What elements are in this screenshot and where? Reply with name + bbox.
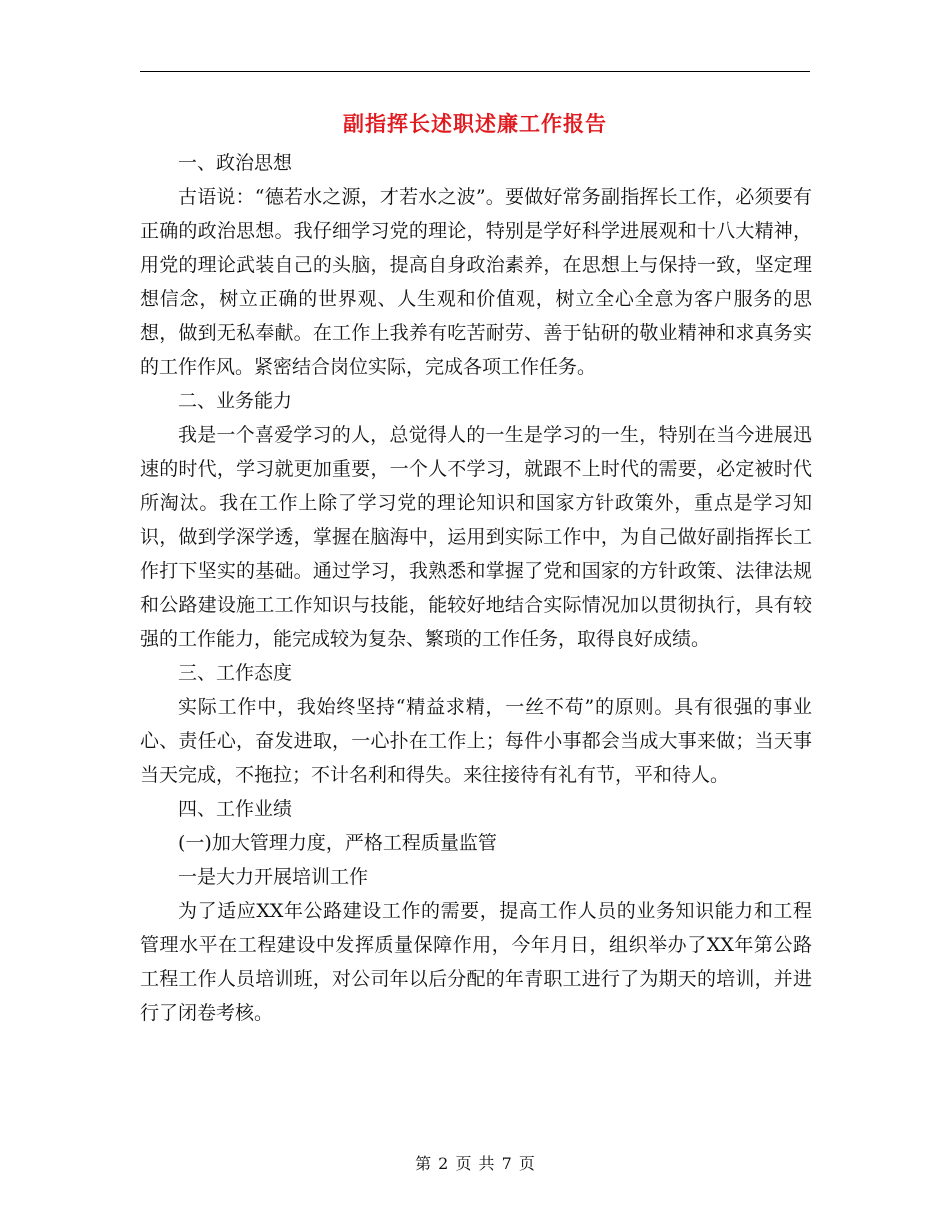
paragraph-political-thought: 古语说：“德若水之源，才若水之波”。要做好常务副指挥长工作，必须要有正确的政治思想。我仔细学习党的理论，特别是学好科学进展观和十八大精神，用党的理论武装自己的头脑，提高自身政治素养，在思想上与保持一致，坚定理想信念，树立正确的世界观、人生观和价值观，树立全心全意为客户服务的思想，做到无私奉献。在工作上我养有吃苦耐劳、善于钻研的敬业精神和求真务实的工作作风。紧密结合岗位实际，完成各项工作任务。 [140, 186, 812, 378]
paragraph-work-attitude: 实际工作中，我始终坚持“精益求精，一丝不苟”的原则。具有很强的事业心、责任心，奋发进取，一心扑在工作上；每件小事都会当成大事来做；当天事当天完成，不拖拉；不计名利和得失。来往接待有礼有节，平和待人。 [140, 696, 812, 786]
page-number: 第 2 页 共 7 页 [415, 1154, 535, 1173]
heading-business-ability: 二、业务能力 [178, 390, 293, 412]
document-body [140, 146, 812, 1030]
paragraph-business-ability: 我是一个喜爱学习的人，总觉得人的一生是学习的一生，特别在当今进展迅速的时代，学习就更加重要，一个人不学习，就跟不上时代的需要，必定被时代所淘汰。我在工作上除了学习党的理论知识和国家方针政策外，重点是学习知识，做到学深学透，掌握在脑海中，运用到实际工作中，为自己做好副指挥长工作打下坚实的基础。通过学习，我熟悉和掌握了党和国家的方针政策、法律法规和公路建设施工工作知识与技能，能较好地结合实际情况加以贯彻执行，具有较强的工作能力，能完成较为复杂、繁琐的工作任务，取得良好成绩。 [140, 424, 812, 650]
heading-work-achievements: 四、工作业绩 [178, 798, 293, 820]
header-rule [140, 71, 810, 72]
subheading-training: 一是大力开展培训工作 [178, 866, 369, 888]
paragraph-training: 为了适应XX年公路建设工作的需要，提高工作人员的业务知识能力和工程管理水平在工程建设中发挥质量保障作用，今年月日，组织举办了XX年第公路工程工作人员培训班，对公司年以后分配的年青职工进行了为期天的培训，并进行了闭卷考核。 [140, 900, 812, 1024]
document-title: 副指挥长述职述廉工作报告 [343, 111, 607, 136]
subheading-quality-supervision: (一)加大管理力度，严格工程质量监管 [178, 832, 497, 854]
heading-political-thought: 一、政治思想 [178, 152, 293, 174]
heading-work-attitude: 三、工作态度 [178, 662, 293, 684]
